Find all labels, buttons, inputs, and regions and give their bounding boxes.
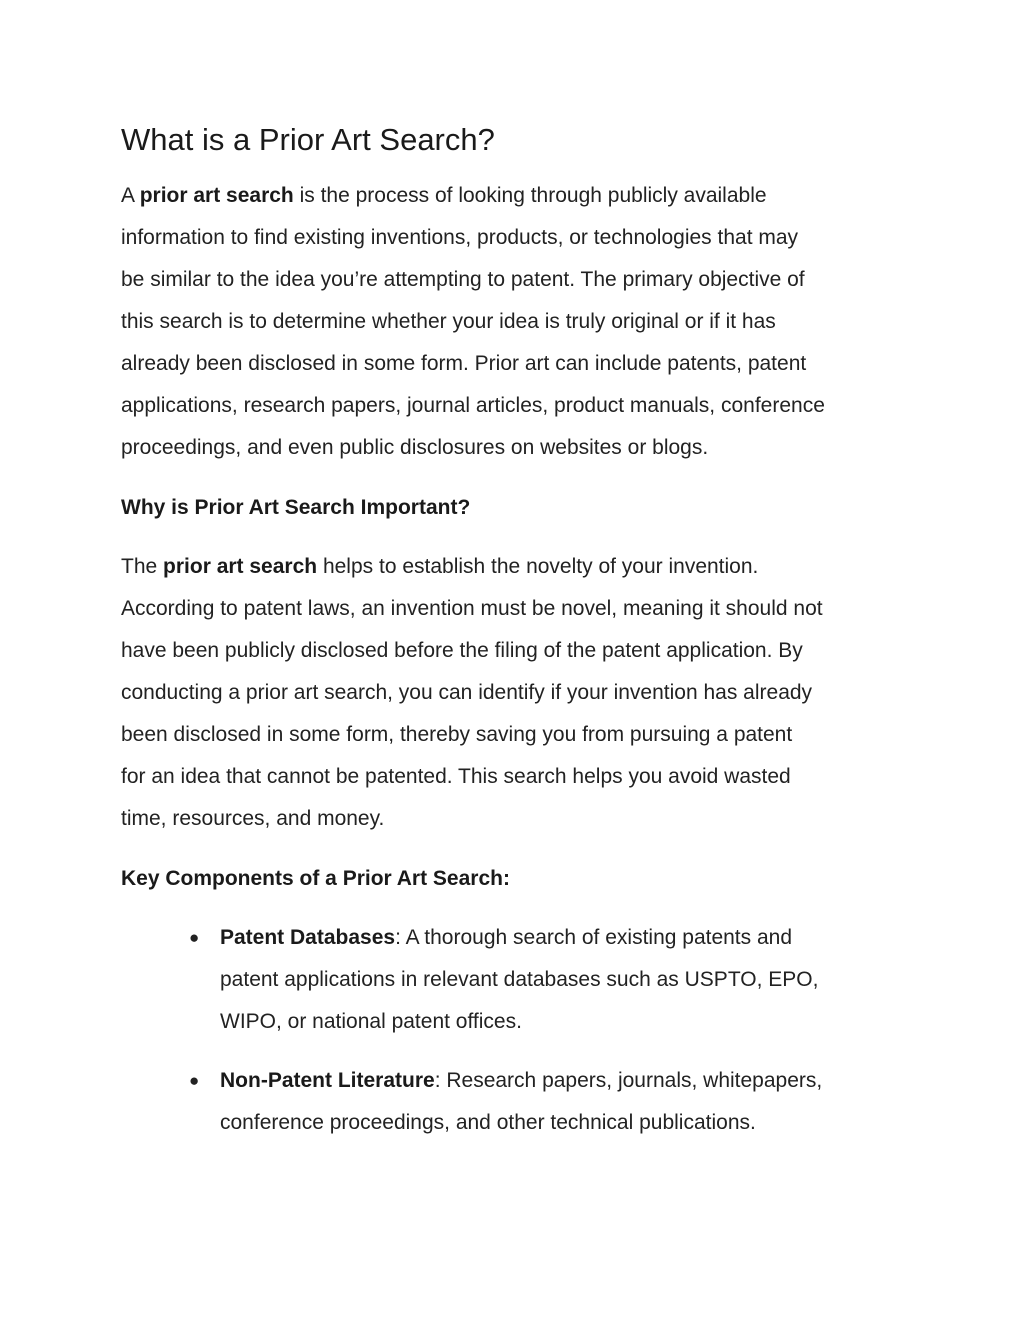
why-line-5: been disclosed in some form, thereby saving you from pursuing a patent bbox=[121, 723, 793, 746]
text-line bbox=[220, 1060, 900, 1102]
components-heading: Key Components of a Prior Art Search: bbox=[121, 867, 510, 890]
why-heading: Why is Prior Art Search Important? bbox=[121, 496, 471, 519]
intro-line-7: proceedings, and even public disclosures on websites or blogs. bbox=[121, 436, 709, 459]
component-line: conference proceedings, and other technical publications. bbox=[220, 1111, 756, 1134]
why-line-3: have been publicly disclosed before the filing of the patent application. By bbox=[121, 639, 803, 662]
component-line: : A thorough search of existing patents and bbox=[395, 926, 793, 949]
bullet-icon: ● bbox=[189, 928, 200, 947]
why-line-1: helps to establish the novelty of your invention. bbox=[317, 555, 759, 578]
intro-line-6: applications, research papers, journal articles, product manuals, conference bbox=[121, 394, 825, 417]
component-term: Patent Databases bbox=[220, 926, 396, 949]
intro-term: prior art search bbox=[139, 184, 294, 207]
component-line: patent applications in relevant databases such as USPTO, EPO, bbox=[220, 968, 819, 991]
intro-paragraph bbox=[121, 175, 911, 469]
intro-line-3: be similar to the idea you’re attempting to patent. The primary objective of bbox=[121, 268, 805, 291]
component-line: WIPO, or national patent offices. bbox=[220, 1010, 522, 1033]
why-line-2: According to patent laws, an invention must be novel, meaning it should not bbox=[121, 597, 823, 620]
why-line-6: for an idea that cannot be patented. This search helps you avoid wasted bbox=[121, 765, 791, 788]
why-line-4: conducting a prior art search, you can identify if your invention has already bbox=[121, 681, 813, 704]
why-lead: The bbox=[121, 555, 164, 578]
list-item-text bbox=[220, 1060, 900, 1144]
text-line bbox=[220, 917, 900, 959]
intro-line-1: is the process of looking through publicly available bbox=[293, 184, 767, 207]
intro-lead: A bbox=[121, 184, 140, 207]
intro-line-4: this search is to determine whether your idea is truly original or if it has bbox=[121, 310, 776, 333]
why-paragraph bbox=[121, 546, 911, 840]
why-line-7: time, resources, and money. bbox=[121, 807, 385, 830]
component-term: Non-Patent Literature bbox=[220, 1069, 435, 1092]
intro-line-2: information to find existing inventions, products, or technologies that may bbox=[121, 226, 799, 249]
list-item-text bbox=[220, 917, 900, 1043]
bullet-icon: ● bbox=[189, 1071, 200, 1090]
intro-line-5: already been disclosed in some form. Prior art can include patents, patent bbox=[121, 352, 807, 375]
text-line bbox=[121, 546, 911, 588]
text-line bbox=[121, 175, 911, 217]
page-title: What is a Prior Art Search? bbox=[121, 122, 495, 157]
component-line: : Research papers, journals, whitepapers, bbox=[434, 1069, 823, 1092]
why-term: prior art search bbox=[163, 555, 318, 578]
